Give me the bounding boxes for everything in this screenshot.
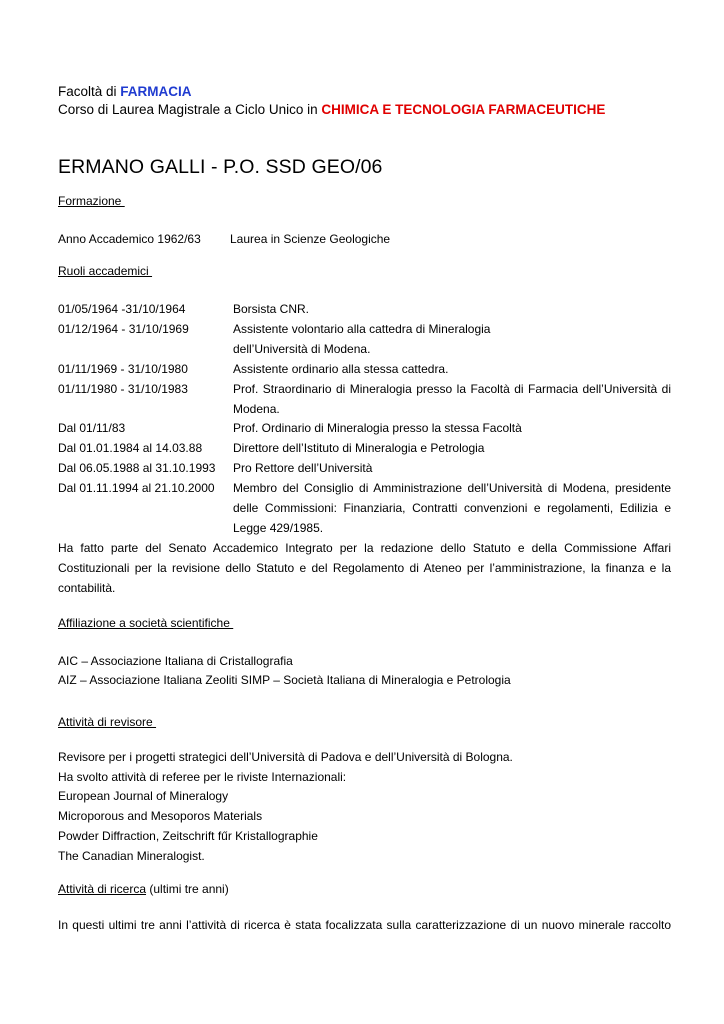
journal-item: Powder Diffraction, Zeitschrift fűr Kristallographie <box>58 829 318 843</box>
faculty-line: Facoltà di FARMACIA <box>58 84 192 99</box>
role-description: Legge 429/1985. <box>233 521 324 535</box>
role-description: Pro Rettore dell’Università <box>233 461 373 475</box>
section-heading-ricerca: Attività di ricerca (ultimi tre anni) <box>58 882 229 896</box>
affiliation-item: AIZ – Associazione Italiana Zeoliti SIMP – Società Italiana di Mineralogia e Petrologia <box>58 673 511 687</box>
role-description: Direttore dell’Istituto di Mineralogia e Petrologia <box>233 441 485 455</box>
role-date: Dal 01.11.1994 al 21.10.2000 <box>58 481 215 495</box>
role-date: 01/12/1964 - 31/10/1969 <box>58 322 189 336</box>
role-description: dell’Università di Modena. <box>233 342 371 356</box>
role-description: Assistente volontario alla cattedra di Mineralogia <box>233 322 491 336</box>
formazione-degree: Laurea in Scienze Geologiche <box>230 232 391 246</box>
section-heading-ruoli: Ruoli accademici <box>58 264 153 278</box>
affiliation-item: AIC – Associazione Italiana di Cristallografia <box>58 654 293 668</box>
journal-item: European Journal of Mineralogy <box>58 789 229 803</box>
degree-course-line: Corso di Laurea Magistrale a Ciclo Unico in CHIMICA E TECNOLOGIA FARMACEUTICHE <box>58 102 606 117</box>
revisore-line: Ha svolto attività di referee per le riviste Internazionali: <box>58 770 347 784</box>
degree-course-name: CHIMICA E TECNOLOGIA FARMACEUTICHE <box>321 102 606 117</box>
role-description: Modena. <box>233 402 280 416</box>
role-date: 01/11/1980 - 31/10/1983 <box>58 382 188 396</box>
senate-paragraph <box>58 541 671 601</box>
role-date: Dal 06.05.1988 al 31.10.1993 <box>58 461 216 475</box>
role-date: Dal 01.01.1984 al 14.03.88 <box>58 441 203 455</box>
paragraph-line: Ha fatto parte del Senato Accademico Integrato per la redazione dello Statuto e della Commissione Affari <box>58 541 671 555</box>
role-date: 01/11/1969 - 31/10/1980 <box>58 362 188 376</box>
role-description: Prof. Straordinario di Mineralogia presso la Facoltà di Farmacia dell’Università di <box>233 382 671 396</box>
paragraph-line: In questi ultimi tre anni l’attività di ricerca è stata focalizzata sulla caratterizzazione di un nuovo minerale raccolto <box>58 918 671 932</box>
section-heading-formazione: Formazione <box>58 194 125 208</box>
paragraph-line: contabilità. <box>58 581 116 595</box>
paragraph-line: Costituzionali per la revisione dello Statuto e del Regolamento di Ateneo per l’amministrazione, la finanza e la <box>58 561 671 575</box>
faculty-name: FARMACIA <box>120 84 192 99</box>
section-heading-revisore: Attività di revisore <box>58 715 157 729</box>
role-date: Dal 01/11/83 <box>58 421 126 435</box>
formazione-year: Anno Accademico 1962/63 <box>58 232 201 246</box>
document-title: ERMANO GALLI - P.O. SSD GEO/06 <box>58 156 383 178</box>
role-description: Borsista CNR. <box>233 302 310 316</box>
role-description: Membro del Consiglio di Amministrazione dell’Università di Modena, presidente <box>233 481 671 495</box>
role-description: delle Commissioni: Finanziaria, Contratti convenzioni e regolamenti, Edilizia e <box>233 501 671 515</box>
role-description: Prof. Ordinario di Mineralogia presso la stessa Facoltà <box>233 421 522 435</box>
ricerca-paragraph <box>58 918 671 938</box>
section-heading-affiliazione: Affiliazione a società scientifiche <box>58 616 234 630</box>
revisore-line: Revisore per i progetti strategici dell’Università di Padova e dell’Università di Bologna. <box>58 750 513 764</box>
role-description: Assistente ordinario alla stessa cattedra. <box>233 362 449 376</box>
journal-item: The Canadian Mineralogist. <box>58 849 205 863</box>
journal-item: Microporous and Mesoporos Materials <box>58 809 263 823</box>
role-date: 01/05/1964 -31/10/1964 <box>58 302 186 316</box>
